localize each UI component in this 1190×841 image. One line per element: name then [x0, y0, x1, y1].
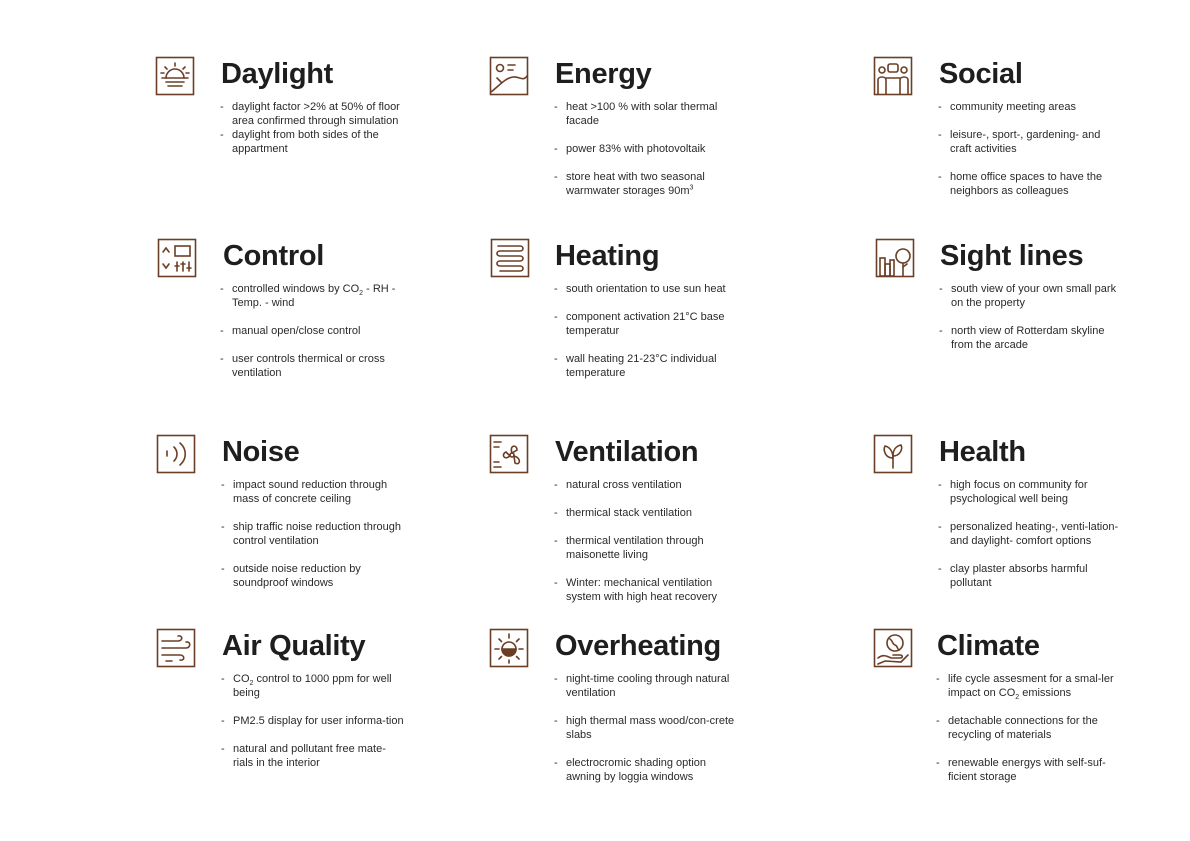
solar-landscape-icon: [489, 56, 529, 96]
card-title: Heating: [555, 240, 660, 272]
card-health: [873, 434, 1173, 614]
card-daylight: [155, 56, 455, 236]
list-item: - impact sound reduction through mass of concrete ceiling: [221, 478, 406, 506]
feature-list: [554, 672, 739, 798]
list-item: - south orientation to use sun heat: [554, 282, 739, 296]
card-control: [157, 238, 457, 418]
feature-list: [938, 100, 1123, 212]
card-title: Sight lines: [940, 240, 1084, 272]
card-title: Health: [939, 436, 1026, 468]
card-title: Control: [223, 240, 324, 272]
list-item: - leisure-, sport-, gardening- and craft activities: [938, 128, 1123, 156]
list-item: - north view of Rotterdam skyline from the arcade: [939, 324, 1124, 352]
feature-list: [554, 100, 739, 212]
list-item: - thermical ventilation through maisonette living: [554, 534, 739, 562]
sun-shade-icon: [489, 628, 529, 668]
card-energy: [489, 56, 789, 236]
list-item: - store heat with two seasonal warmwater storages $90m^3$: [554, 170, 739, 198]
list-item: - renewable energys with self-suf-ficient storage: [936, 756, 1121, 784]
list-item: - high focus on community for psychological well being: [938, 478, 1123, 506]
card-noise: [156, 434, 456, 614]
list-item: - manual open/close control: [220, 324, 405, 338]
list-item: - clay plaster absorbs harmful pollutant: [938, 562, 1123, 590]
heating-coil-icon: [490, 238, 530, 278]
feature-list: [554, 478, 739, 618]
list-item: - night-time cooling through natural ventilation: [554, 672, 739, 700]
list-item: - natural and pollutant free mate-rials in the interior: [221, 742, 406, 770]
list-item: - natural cross ventilation: [554, 478, 739, 492]
list-item: - PM2.5 display for user informa-tion: [221, 714, 406, 728]
card-title: Noise: [222, 436, 300, 468]
list-item: - electrocromic shading option awning by loggia windows: [554, 756, 739, 784]
list-item: - community meeting areas: [938, 100, 1123, 114]
card-ventilation: [489, 434, 789, 614]
list-item: - daylight factor >2% at 50% of floor area confirmed through simulation: [220, 100, 405, 128]
card-title: Daylight: [221, 58, 333, 90]
card-title: Energy: [555, 58, 652, 90]
list-item: - daylight from both sides of the appartment: [220, 128, 405, 156]
sprout-icon: [873, 434, 913, 474]
card-air-quality: [156, 628, 456, 808]
card-sight-lines: [875, 238, 1175, 418]
feature-list: [220, 282, 405, 394]
list-item: - power 83% with photovoltaik: [554, 142, 739, 156]
skyline-tree-icon: [875, 238, 915, 278]
list-item: - controlled windows by $CO_2$ - RH - Temp. - wind: [220, 282, 405, 310]
fan-icon: [489, 434, 529, 474]
card-title: Overheating: [555, 630, 721, 662]
card-title: Social: [939, 58, 1023, 90]
feature-list: [938, 478, 1123, 604]
list-item: - south view of your own small park on the property: [939, 282, 1124, 310]
sun-horizon-icon: [155, 56, 195, 96]
list-item: - detachable connections for the recycling of materials: [936, 714, 1121, 742]
list-item: - home office spaces to have the neighbors as colleagues: [938, 170, 1123, 198]
card-title: Climate: [937, 630, 1040, 662]
globe-hand-icon: [873, 628, 913, 668]
feature-list: [936, 672, 1121, 798]
list-item: - personalized heating-, venti-lation- and daylight- comfort options: [938, 520, 1123, 548]
card-overheating: [489, 628, 789, 808]
list-item: - Winter: mechanical ventilation system with high heat recovery: [554, 576, 739, 604]
list-item: - outside noise reduction by soundproof windows: [221, 562, 406, 590]
list-item: - life cycle assesment for a smal-ler impact on $CO_2$ emissions: [936, 672, 1121, 700]
list-item: - heat >100 % with solar thermal facade: [554, 100, 739, 128]
list-item: - $CO_2$ control to 1000 ppm for well being: [221, 672, 406, 700]
sound-waves-icon: [156, 434, 196, 474]
list-item: - component activation 21°C base temperatur: [554, 310, 739, 338]
feature-list: [220, 100, 405, 170]
card-social: [873, 56, 1173, 236]
card-climate: [873, 628, 1173, 808]
card-title: Ventilation: [555, 436, 699, 468]
feature-list: [554, 282, 739, 394]
wind-icon: [156, 628, 196, 668]
list-item: - ship traffic noise reduction through control ventilation: [221, 520, 406, 548]
feature-list: [939, 282, 1124, 366]
list-item: - thermical stack ventilation: [554, 506, 739, 520]
list-item: - high thermal mass wood/con-crete slabs: [554, 714, 739, 742]
feature-list: [221, 672, 406, 784]
card-title: Air Quality: [222, 630, 366, 662]
card-heating: [490, 238, 790, 418]
people-meeting-icon: [873, 56, 913, 96]
control-panel-icon: [157, 238, 197, 278]
feature-list: [221, 478, 406, 604]
list-item: - wall heating 21-23°C individual temperature: [554, 352, 739, 380]
list-item: - user controls thermical or cross ventilation: [220, 352, 405, 380]
